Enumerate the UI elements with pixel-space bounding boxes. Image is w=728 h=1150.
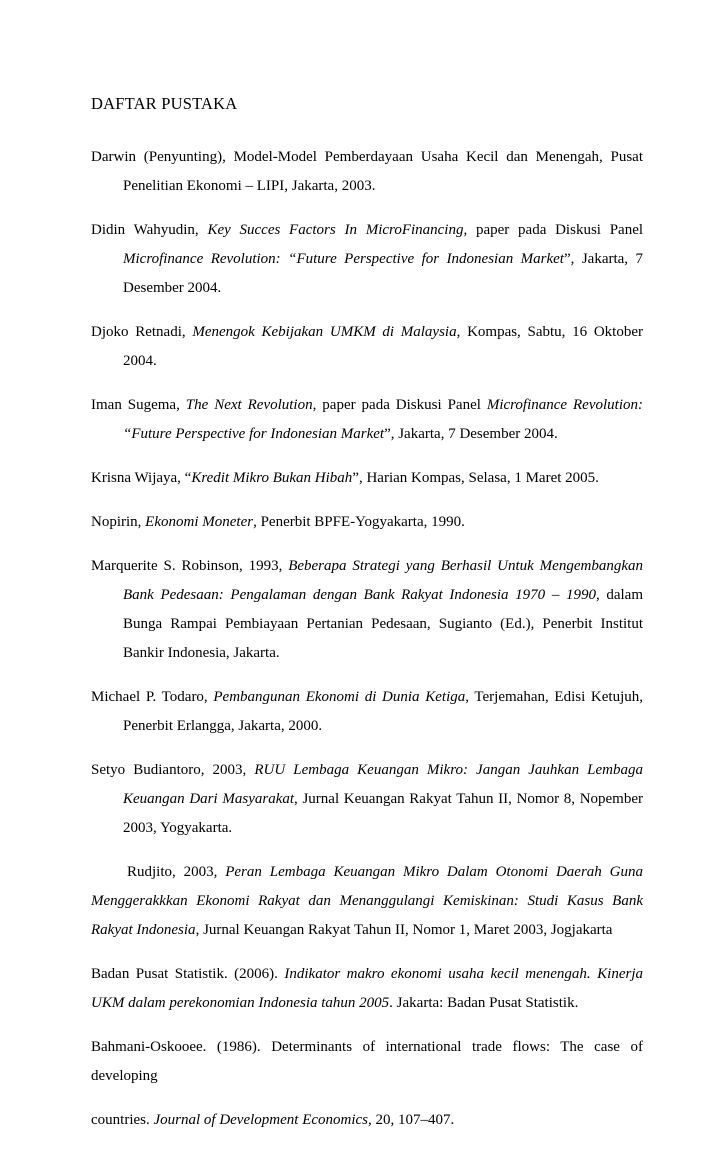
- reference-text: Michael P. Todaro,: [91, 689, 214, 705]
- reference-text: , Penerbit BPFE-Yogyakarta, 1990.: [253, 514, 465, 530]
- reference-title-text: Pembangunan Ekonomi di Dunia Ketiga: [213, 689, 466, 705]
- reference-text: Iman Sugema,: [91, 397, 186, 413]
- reference-text: ”, Harian Kompas, Selasa, 1 Maret 2005.: [352, 470, 599, 486]
- reference-text: , paper pada Diskusi Panel: [312, 397, 487, 413]
- reference-entry: [91, 683, 643, 741]
- reference-title-text: Menengok Kebijakan UMKM di Malaysia: [192, 324, 457, 340]
- reference-entry: [91, 858, 643, 945]
- reference-text: Marquerite S. Robinson, 1993,: [91, 558, 289, 574]
- reference-text: Darwin (Penyunting), Model-Model Pemberdayaan Usaha Kecil dan Menengah, Pusat Penelitian Ekonomi – LIPI, Jakarta, 2003.: [91, 149, 643, 194]
- page-heading: DAFTAR PUSTAKA: [91, 94, 238, 113]
- reference-title-text: Beberapa Strategi yang Berhasil Untuk Mengembangkan Bank Pedesaan: Pengalaman dengan Bank Rakyat Indonesia 1970 – 1990: [123, 558, 643, 603]
- reference-title-text: Kredit Mikro Bukan Hibah: [191, 470, 353, 486]
- reference-entry: [91, 1033, 643, 1091]
- reference-text: , Terjemahan, Edisi Ketujuh, Penerbit Erlangga, Jakarta, 2000.: [123, 689, 644, 734]
- reference-text: , Kompas, Sabtu, 16 Oktober 2004.: [123, 324, 643, 369]
- reference-title-text: Key Succes Factors In MicroFinancing: [207, 222, 464, 238]
- reference-text: Bahmani-Oskooee. (1986). Determinants of international trade flows: The case of developing: [91, 1039, 643, 1084]
- reference-title-text: Indikator makro ekonomi usaha kecil menengah. Kinerja UKM dalam perekonomian Indonesia tahun 2005: [91, 966, 643, 1011]
- reference-entry: [91, 756, 643, 843]
- reference-text: countries.: [91, 1112, 154, 1128]
- reference-entry: [91, 1106, 643, 1135]
- reference-title-text: Ekonomi Moneter: [145, 514, 254, 530]
- reference-text: Djoko Retnadi,: [91, 324, 193, 340]
- reference-text: Didin Wahyudin,: [91, 222, 208, 238]
- reference-text: Rudjito, 2003,: [127, 864, 226, 880]
- reference-text: Krisna Wijaya, “: [91, 470, 192, 486]
- reference-list: [91, 143, 643, 1150]
- reference-text: , Jurnal Keuangan Rakyat Tahun II, Nomor 8, Nopember 2003, Yogyakarta.: [123, 791, 644, 836]
- reference-entry: [91, 552, 643, 668]
- reference-title-text: Peran Lembaga Keuangan Mikro Dalam Otonomi Daerah Guna Menggerakkkan Ekonomi Rakyat dan Menanggulangi Kemiskinan: Studi Kasus Bank Rakyat Indonesia: [91, 864, 643, 938]
- reference-entry: [91, 216, 643, 303]
- reference-text: ”, Jakarta, 7 Desember 2004.: [384, 426, 558, 442]
- reference-title-text: Microfinance Revolution: “Future Perspective for Indonesian Market: [123, 397, 643, 442]
- reference-entry: [91, 318, 643, 376]
- reference-text: ”, Jakarta, 7 Desember 2004.: [123, 251, 643, 296]
- reference-text: 20, 107–407.: [371, 1112, 455, 1128]
- reference-title-text: The Next Revolution: [185, 397, 313, 413]
- reference-text: Setyo Budiantoro, 2003,: [91, 762, 255, 778]
- reference-text: , Jurnal Keuangan Rakyat Tahun II, Nomor 1, Maret 2003, Jogjakarta: [195, 922, 613, 938]
- reference-text: . Jakarta: Badan Pusat Statistik.: [389, 995, 579, 1011]
- reference-text: Badan Pusat Statistik. (2006).: [91, 966, 285, 982]
- reference-entry: [91, 508, 643, 537]
- reference-title-text: RUU Lembaga Keuangan Mikro: Jangan Jauhkan Lembaga Keuangan Dari Masyarakat: [123, 762, 643, 807]
- reference-entry: [91, 960, 643, 1018]
- reference-entry: [91, 464, 643, 493]
- reference-text: Nopirin,: [91, 514, 146, 530]
- reference-title-text: Journal of Development Economics,: [153, 1112, 372, 1128]
- reference-entry: [91, 391, 643, 449]
- reference-text: , dalam Bunga Rampai Pembiayaan Pertanian Pedesaan, Sugianto (Ed.), Penerbit Institut Bankir Indonesia, Jakarta.: [123, 587, 644, 661]
- reference-title-text: Microfinance Revolution: “Future Perspective for Indonesian Market: [123, 251, 564, 267]
- reference-text: , paper pada Diskusi Panel: [463, 222, 644, 238]
- reference-entry: [91, 143, 643, 201]
